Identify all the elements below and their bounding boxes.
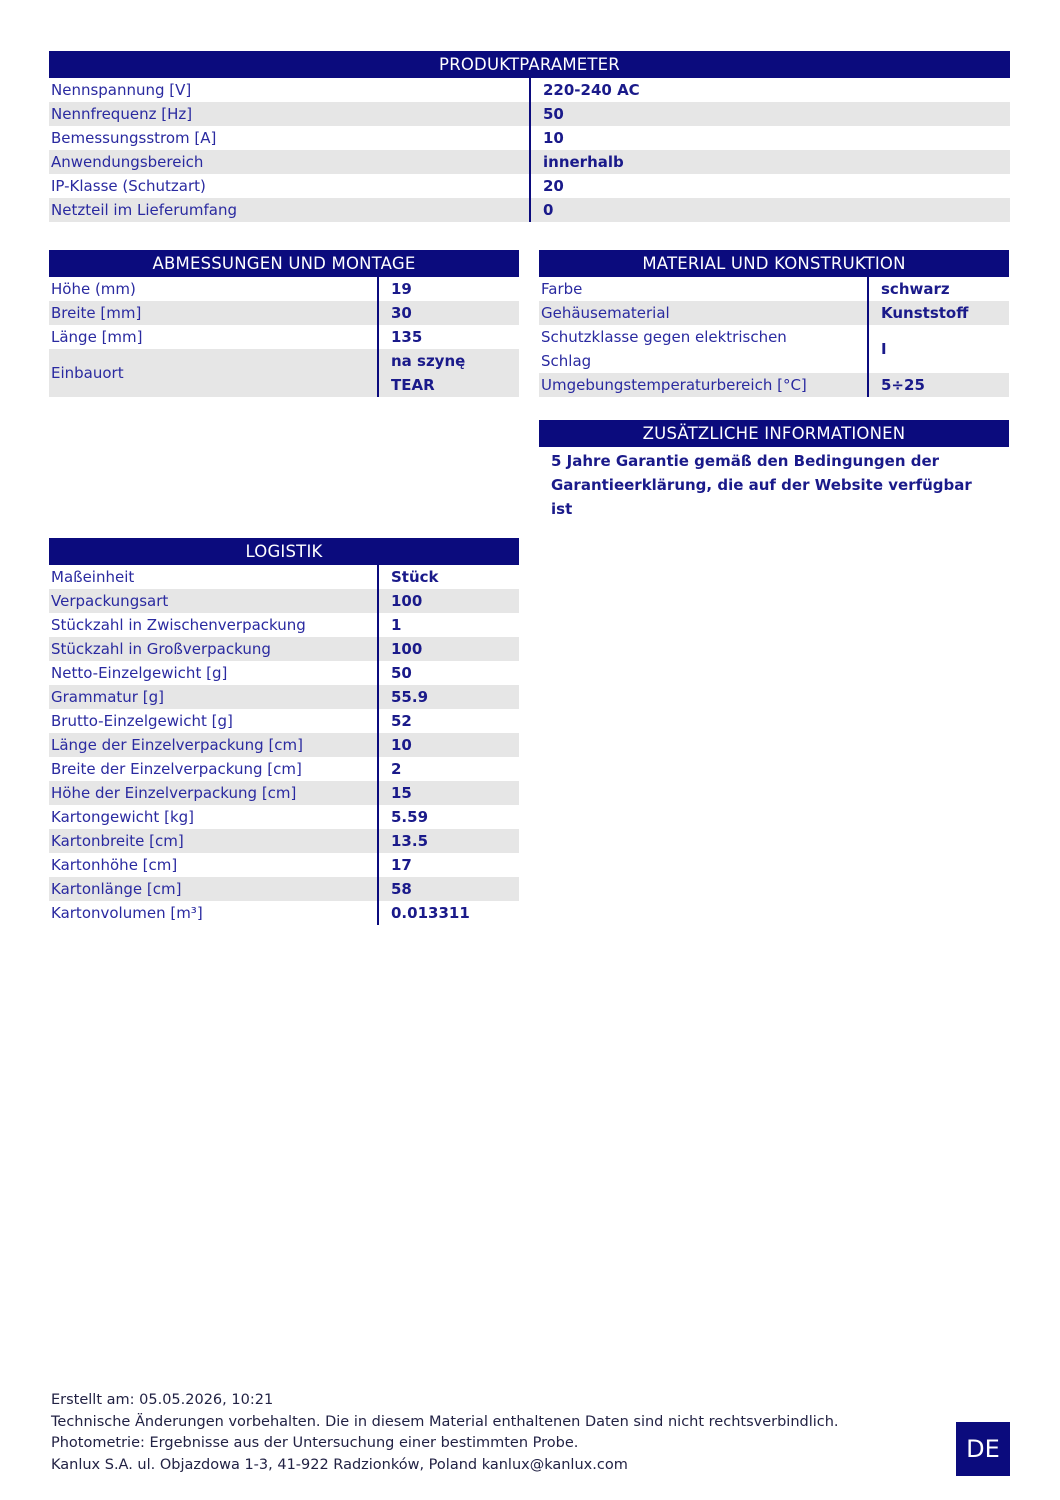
language-badge: DE	[956, 1422, 1010, 1476]
param-label: Kartonlänge [cm]	[49, 877, 378, 901]
param-value: innerhalb	[530, 150, 1010, 174]
param-label: Höhe der Einzelverpackung [cm]	[49, 781, 378, 805]
param-label: Länge [mm]	[51, 328, 143, 346]
section-title-zusatz: ZUSÄTZLICHE INFORMATIONEN	[539, 420, 1009, 447]
section-title-produktparameter: PRODUKTPARAMETER	[49, 51, 1010, 78]
section-title-logistik: LOGISTIK	[49, 538, 519, 565]
param-label: Farbe	[541, 280, 583, 298]
table-row	[49, 829, 519, 853]
param-label: Schutzklasse gegen elektrischen Schlag	[539, 325, 868, 373]
param-value: Kunststoff	[868, 301, 1009, 325]
param-value: 135	[378, 325, 519, 349]
param-value: na szynę TEAR	[378, 349, 519, 397]
table-row	[539, 277, 1009, 301]
table-row	[49, 613, 519, 637]
param-value: 2	[378, 757, 519, 781]
table-row	[49, 901, 519, 925]
param-label: Brutto-Einzelgewicht [g]	[51, 712, 233, 730]
table-row	[49, 150, 1010, 174]
param-value: 100	[378, 637, 519, 661]
section-zusatz	[539, 420, 1009, 523]
table-row	[49, 781, 519, 805]
param-label: Anwendungsbereich	[49, 150, 530, 174]
param-value: 220-240 AC	[530, 78, 1010, 102]
table-row	[539, 373, 1009, 397]
param-value: Stück	[378, 565, 519, 589]
table-row	[49, 349, 519, 397]
table-row	[49, 565, 519, 589]
param-label: Verpackungsart	[49, 589, 378, 613]
param-value: 10	[530, 126, 1010, 150]
param-label: Breite [mm]	[49, 301, 378, 325]
param-value: 52	[378, 709, 519, 733]
material-table	[539, 277, 1009, 397]
table-row	[539, 301, 1009, 325]
table-row	[49, 589, 519, 613]
param-value: 5.59	[378, 805, 519, 829]
param-label: Nennfrequenz [Hz]	[49, 102, 530, 126]
param-value: 30	[378, 301, 519, 325]
table-row	[539, 325, 1009, 373]
table-row	[49, 733, 519, 757]
param-label: Stückzahl in Großverpackung	[49, 637, 378, 661]
footer	[51, 1390, 839, 1476]
logistik-table	[49, 565, 519, 925]
param-value: 13.5	[378, 829, 519, 853]
param-value: 19	[378, 277, 519, 301]
param-label: Maßeinheit	[51, 568, 135, 586]
table-row	[49, 685, 519, 709]
param-value: 1	[378, 613, 519, 637]
param-label: Einbauort	[49, 349, 378, 397]
param-label: Kartonvolumen [m³]	[51, 904, 203, 922]
table-row	[49, 709, 519, 733]
param-value: I	[868, 325, 1009, 373]
table-row	[49, 853, 519, 877]
table-row	[49, 877, 519, 901]
param-label: Gehäusematerial	[539, 301, 868, 325]
table-row	[49, 805, 519, 829]
param-label: IP-Klasse (Schutzart)	[51, 177, 206, 195]
section-title-material: MATERIAL UND KONSTRUKTION	[539, 250, 1009, 277]
param-value: 0	[530, 198, 1010, 222]
table-row	[49, 637, 519, 661]
param-label: Grammatur [g]	[49, 685, 378, 709]
produktparameter-table	[49, 78, 1010, 222]
table-row	[49, 102, 1010, 126]
section-produktparameter	[49, 51, 1010, 222]
table-row	[49, 126, 1010, 150]
zusatz-text: 5 Jahre Garantie gemäß den Bedingungen der Garantieerklärung, die auf der Website verfügbar ist	[551, 452, 972, 518]
abmessungen-table	[49, 277, 519, 397]
param-value: 50	[378, 661, 519, 685]
param-value: 100	[378, 589, 519, 613]
param-label: Kartonbreite [cm]	[49, 829, 378, 853]
param-value: 0.013311	[378, 901, 519, 925]
param-label: Nennspannung [V]	[51, 81, 192, 99]
footer-disclaimer: Technische Änderungen vorbehalten. Die in diesem Material enthaltenen Daten sind nicht rechtsverbindlich.	[51, 1413, 839, 1430]
section-title-abmessungen: ABMESSUNGEN UND MONTAGE	[49, 250, 519, 277]
param-value: 55.9	[378, 685, 519, 709]
table-row	[49, 198, 1010, 222]
table-row	[49, 661, 519, 685]
table-row	[49, 757, 519, 781]
param-value: 10	[378, 733, 519, 757]
section-abmessungen	[49, 250, 519, 397]
section-material	[539, 250, 1009, 397]
param-label: Netzteil im Lieferumfang	[49, 198, 530, 222]
table-row	[49, 325, 519, 349]
section-logistik	[49, 538, 519, 925]
param-value: schwarz	[868, 277, 1009, 301]
param-label: Umgebungstemperaturbereich [°C]	[539, 373, 868, 397]
table-row	[49, 78, 1010, 102]
param-label: Höhe (mm)	[51, 280, 136, 298]
param-value: 17	[378, 853, 519, 877]
param-value: 20	[530, 174, 1010, 198]
param-label: Kartonhöhe [cm]	[51, 856, 178, 874]
table-row	[49, 174, 1010, 198]
param-label: Länge der Einzelverpackung [cm]	[49, 733, 378, 757]
param-label: Bemessungsstrom [A]	[51, 129, 217, 147]
table-row	[49, 301, 519, 325]
param-label: Netto-Einzelgewicht [g]	[51, 664, 228, 682]
param-value: 5÷25	[868, 373, 1009, 397]
param-value: 50	[530, 102, 1010, 126]
footer-address: Kanlux S.A. ul. Objazdowa 1-3, 41-922 Radzionków, Poland kanlux@kanlux.com	[51, 1456, 628, 1473]
param-label: Stückzahl in Zwischenverpackung	[51, 616, 306, 634]
param-label: Kartongewicht [kg]	[51, 808, 194, 826]
footer-photometry: Photometrie: Ergebnisse aus der Untersuchung einer bestimmten Probe.	[51, 1435, 579, 1451]
table-row	[49, 277, 519, 301]
footer-created: Erstellt am: 05.05.2026, 10:21	[51, 1392, 274, 1408]
param-label: Breite der Einzelverpackung [cm]	[51, 760, 302, 778]
param-value: 15	[378, 781, 519, 805]
param-value: 58	[378, 877, 519, 901]
